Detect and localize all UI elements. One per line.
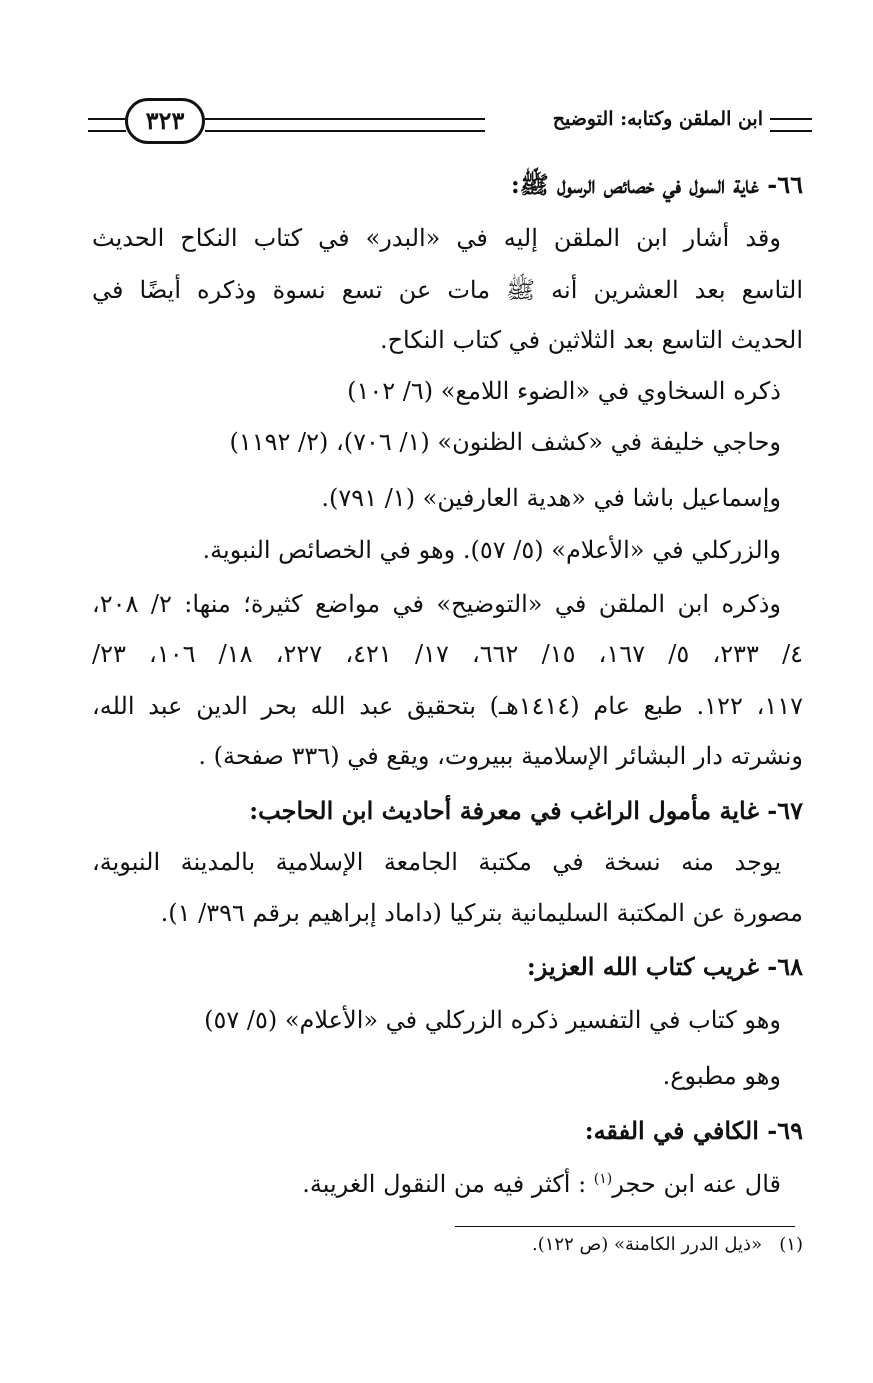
entry-67-line: مصورة عن المكتبة السليمانية بتركيا (داماد إبراهيم برقم ٣٩٦/ ١). [160, 899, 803, 927]
entry-68-line: وهو مطبوع. [662, 1062, 781, 1090]
entry-66-line: وقد أشار ابن الملقن إليه في «البدر» في كتاب النكاح الحديث [92, 224, 781, 252]
entry-67-line: يوجد منه نسخة في مكتبة الجامعة الإسلامية بالمدينة النبوية، [92, 848, 781, 876]
footnote-separator [455, 1226, 795, 1227]
entry-66-line: والزركلي في «الأعلام» (٥/ ٥٧). وهو في الخصائص النبوية. [202, 536, 781, 564]
header-rule-middle [205, 118, 485, 132]
entry-67-heading: ٦٧- غاية مأمول الراغب في معرفة أحاديث ابن الحاجب: [249, 796, 803, 825]
header-rule-left [88, 118, 126, 132]
footnote-marker: (١) [779, 1234, 803, 1255]
footnote [532, 1234, 803, 1255]
entry-69-heading: ٦٩- الكافي في الفقه: [584, 1116, 803, 1145]
footnote-text: «ذيل الدرر الكامنة» (ص ١٢٢). [532, 1234, 763, 1255]
entry-66-heading: ٦٦- غاية السول في خصائص الرسول ﷺ: [510, 170, 803, 199]
entry-69-text: : أكثر فيه من النقول الغريبة. [302, 1170, 594, 1198]
entry-66-line: ذكره السخاوي في «الضوء اللامع» (٦/ ١٠٢) [347, 377, 781, 405]
entry-66-line: الحديث التاسع بعد الثلاثين في كتاب النكاح. [379, 326, 803, 354]
entry-66-line: ونشرته دار البشائر الإسلامية ببيروت، ويقع في (٣٣٦ صفحة) . [198, 742, 803, 770]
entry-68-line: وهو كتاب في التفسير ذكره الزركلي في «الأعلام» (٥/ ٥٧) [204, 1006, 781, 1034]
entry-66-line: ١١٧، ١٢٢. طبع عام (١٤١٤هـ) بتحقيق عبد الله بحر الدين عبد الله، [92, 692, 803, 720]
entry-66-line: ٤/ ٢٣٣، ٥/ ١٦٧، ١٥/ ٦٦٢، ١٧/ ٤٢١، ٢٢٧، ١٨/ ١٠٦، ٢٣/ [92, 640, 804, 668]
entry-66-line: وذكره ابن الملقن في «التوضيح» في مواضع كثيرة؛ منها: ٢/ ٢٠٨، [92, 590, 781, 618]
running-title: ابن الملقن وكتابه: التوضيح [552, 108, 763, 130]
entry-66-line: وحاجي خليفة في «كشف الظنون» (١/ ٧٠٦)، (٢/ ١١٩٢) [229, 428, 781, 456]
entry-68-heading: ٦٨- غريب كتاب الله العزيز: [526, 952, 803, 981]
page-number-badge [125, 98, 205, 144]
entry-69-text: قال عنه ابن حجر [612, 1170, 781, 1198]
entry-66-line: وإسماعيل باشا في «هدية العارفين» (١/ ٧٩١). [321, 484, 781, 512]
page-number: ٣٢٣ [145, 106, 185, 135]
footnote-reference[interactable]: (١) [593, 1171, 613, 1187]
entry-66-line: التاسع بعد العشرين أنه ﷺ مات عن تسع نسوة وذكره أيضًا في [92, 276, 803, 304]
header-rule-right [770, 118, 812, 132]
entry-69-line [302, 1170, 781, 1198]
